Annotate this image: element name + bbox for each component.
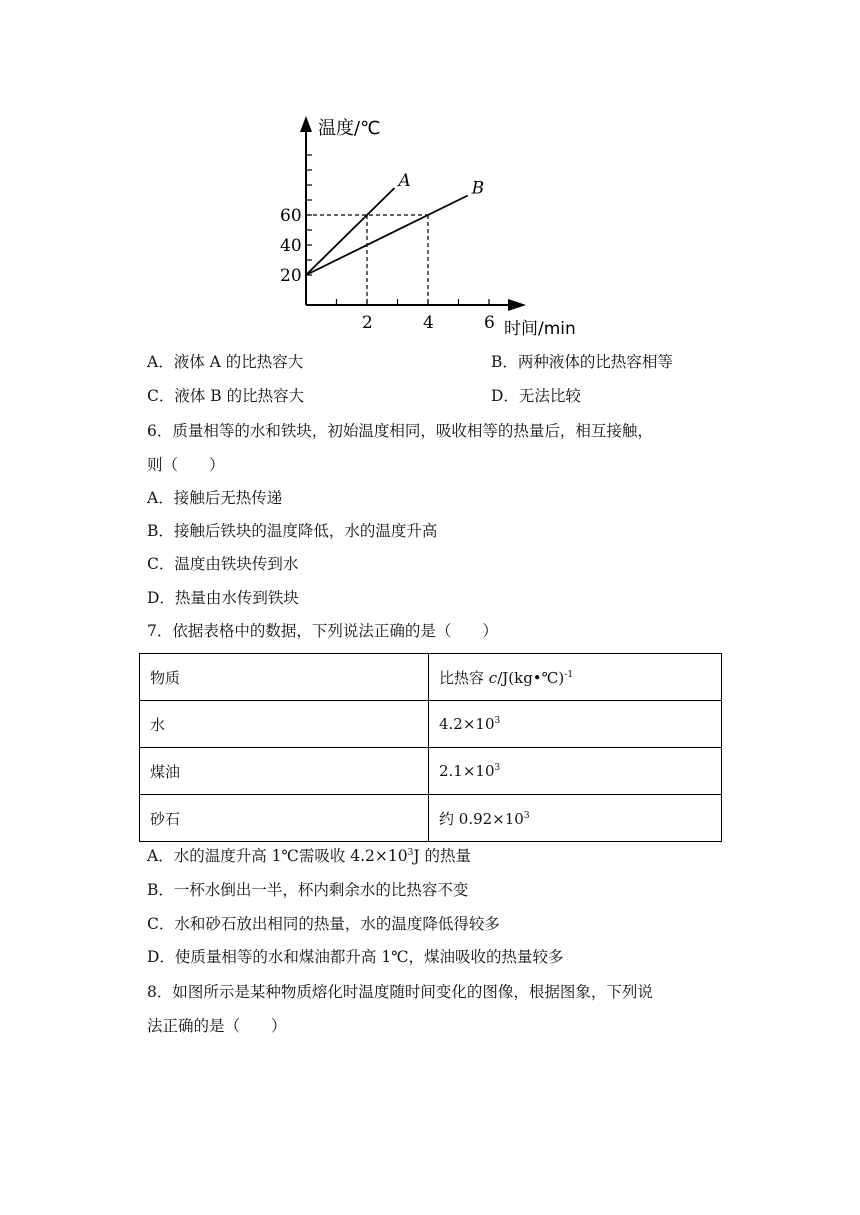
q8-stem-line1: 8．如图所示是某种物质熔化时温度随时间变化的图像，根据图象，下列说: [147, 983, 653, 1001]
header-exp: -1: [564, 669, 574, 680]
y-tick-label: 20: [280, 266, 302, 286]
table-row: [140, 795, 722, 842]
q6-option-c[interactable]: C．温度由铁块传到水: [147, 555, 299, 573]
table-header-row: [140, 654, 722, 701]
header-specific-heat: [429, 654, 722, 701]
y-axis-label: 温度/℃: [318, 118, 381, 139]
q6-option-d[interactable]: D．热量由水传到铁块: [147, 589, 299, 607]
series-label-A: A: [398, 171, 411, 191]
row-substance: 砂石: [140, 795, 429, 842]
x-axis-arrow: [508, 299, 526, 311]
header-var: c: [488, 668, 498, 687]
q8-stem-line2: 法正确的是（ ）: [147, 1017, 287, 1035]
x-axis-label: 时间/min: [504, 319, 576, 339]
q5-option-b[interactable]: B．两种液体的比热容相等: [491, 353, 673, 371]
value-mantissa: 2.1×10: [439, 762, 495, 780]
row-value: [429, 795, 722, 842]
q7-option-d[interactable]: D．使质量相等的水和煤油都升高 1℃，煤油吸收的热量较多: [147, 948, 564, 966]
table-row: [140, 748, 722, 795]
q6-stem-line1: 6．质量相等的水和铁块，初始温度相同，吸收相等的热量后，相互接触，: [147, 422, 653, 440]
series-label-B: B: [471, 178, 485, 199]
q7-option-a-exp: 3: [407, 847, 414, 858]
value-exp: 3: [494, 763, 501, 773]
x-tick-label: 6: [484, 313, 495, 333]
q5-option-a[interactable]: A．液体 A 的比热容大: [147, 353, 304, 371]
row-substance: 煤油: [140, 748, 429, 795]
table-row: [140, 701, 722, 748]
q7-option-a[interactable]: [147, 845, 471, 867]
value-mantissa: 0.92×10: [458, 809, 524, 828]
q5-option-c[interactable]: C．液体 B 的比热容大: [147, 387, 305, 405]
value-mantissa: 4.2×10: [439, 715, 495, 733]
header-prefix: 比热容: [439, 668, 489, 687]
q6-stem-line2: 则（ ）: [147, 456, 225, 474]
row-value: [429, 701, 722, 748]
q7-option-b[interactable]: B．一杯水倒出一半，杯内剩余水的比热容不变: [147, 881, 469, 899]
header-substance: 物质: [140, 654, 429, 701]
x-tick-label: 4: [423, 313, 434, 333]
q7-option-a-pre: A．水的温度升高 1℃需吸收 4.2×10: [147, 847, 408, 865]
value-prefix: 约: [439, 809, 459, 828]
row-substance: 水: [140, 701, 429, 748]
q6-option-b[interactable]: B．接触后铁块的温度降低，水的温度升高: [147, 522, 438, 540]
q7-stem: 7．依据表格中的数据，下列说法正确的是（ ）: [147, 622, 498, 640]
y-axis-arrow: [300, 116, 312, 132]
q5-option-d[interactable]: D．无法比较: [491, 387, 581, 405]
q6-option-a[interactable]: A．接触后无热传递: [147, 489, 283, 507]
value-exp: 3: [523, 810, 530, 821]
series-line-B: [306, 196, 468, 276]
x-tick-label: 2: [362, 313, 373, 333]
y-tick-label: 40: [280, 236, 302, 256]
q7-option-c[interactable]: C．水和砂石放出相同的热量，水的温度降低得较多: [147, 915, 500, 933]
value-exp: 3: [494, 716, 501, 726]
temperature-time-graph: [270, 110, 590, 340]
series-line-A: [306, 188, 394, 275]
specific-heat-table: [139, 653, 722, 842]
y-tick-label: 60: [280, 206, 302, 226]
q7-option-a-post: J 的热量: [413, 847, 472, 865]
row-value: [429, 748, 722, 795]
header-unit: /J(kg•℃): [497, 668, 565, 687]
